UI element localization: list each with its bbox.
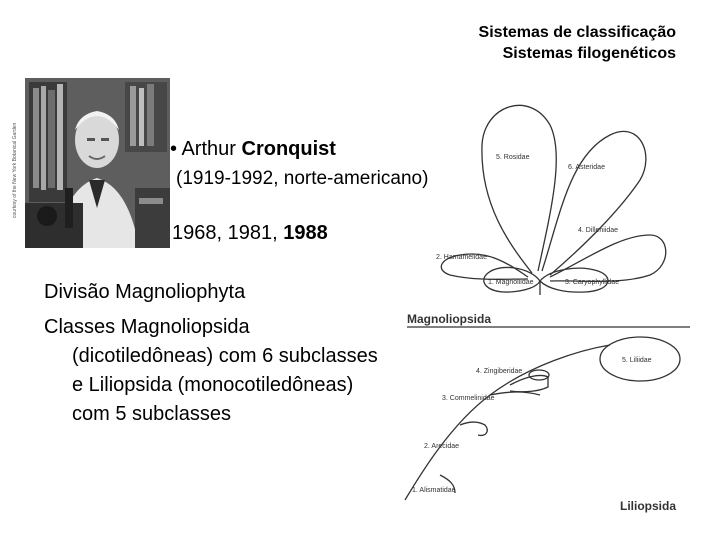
arecidae-branch [460, 422, 487, 435]
label-arecidae: 2. Arecidae [424, 443, 460, 450]
label-rosidae: 5. Rosidae [496, 154, 530, 161]
years-bold: 1988 [283, 222, 328, 244]
life-dates: (1919-1992, norte-americano) [176, 168, 429, 189]
bullet-mark: • [170, 138, 178, 160]
label-asteridae: 6. Asteridae [568, 164, 605, 171]
years-prefix: 1968, 1981, [172, 222, 278, 244]
classes-text [44, 313, 379, 429]
slide-header [479, 22, 676, 64]
header-line-1: Sistemas de classificação [478, 24, 676, 41]
magnoliopsida-diagram [441, 105, 665, 295]
label-liliidae: 5. Liliidae [622, 357, 652, 364]
dilleniidae-loop [550, 235, 666, 281]
first-name: Arthur [181, 138, 236, 160]
classes-rest: (dicotiledôneas) com 6 subclasses e Liliopsida (monocotiledôneas) com 5 subclasses [72, 345, 378, 425]
label-zingiberidae: 4. Zingiberidae [476, 368, 523, 375]
label-alismatidae: 1. Alismatidae [412, 487, 456, 494]
magnoliopsida-title: Magnoliopsida [407, 312, 491, 326]
header-line-2: Sistemas filogenéticos [502, 45, 676, 62]
label-magnoliidae: 1. Magnoliidae [488, 279, 534, 286]
label-dilleniidae: 4. Dilleniidae [578, 227, 619, 234]
system-years [172, 222, 328, 245]
label-hamamelidae: 2. Hamamelidae [436, 254, 487, 261]
last-name: Cronquist [241, 138, 336, 160]
commelinidae-branch [490, 392, 540, 395]
label-commelinidae: 3. Commelinidae [442, 395, 495, 402]
cronquist-photo [25, 78, 170, 248]
rosidae-loop [482, 105, 556, 273]
division-text: Divisão Magnoliophyta [44, 281, 246, 303]
person-name [170, 138, 336, 161]
liliopsida-title: Liliopsida [620, 499, 677, 513]
photo-credit: courtesy of the New York Botanical Garden [12, 122, 18, 218]
classes-line: Classes Magnoliopsida [44, 316, 250, 338]
label-caryophyllidae: 3. Caryophyllidae [565, 279, 620, 286]
phylogeny-diagram [400, 95, 700, 515]
